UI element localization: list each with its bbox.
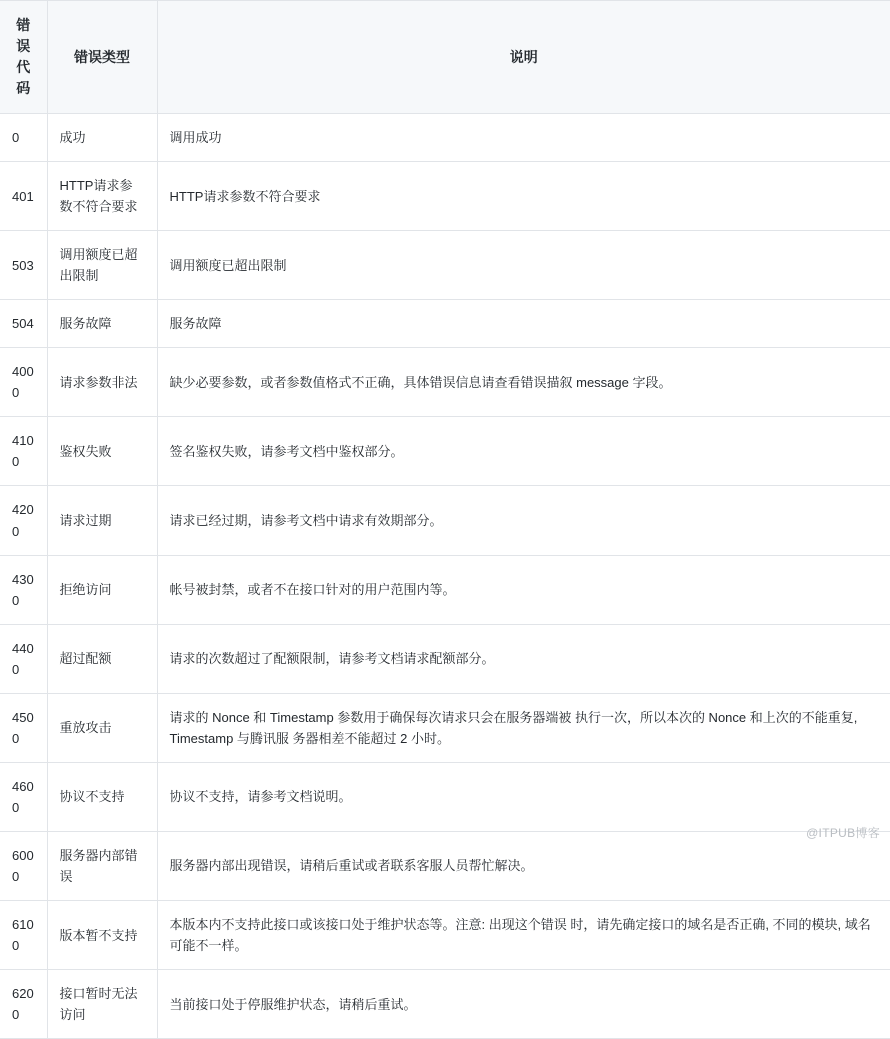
- table-row: [0, 831, 890, 900]
- column-header-code-line2: 代码: [16, 59, 31, 96]
- table-header: [0, 1, 890, 114]
- cell-error-code: 4000: [0, 348, 47, 417]
- cell-error-desc: 请求已经过期，请参考文档中请求有效期部分。: [157, 486, 890, 555]
- table-row: [0, 762, 890, 831]
- table-row: [0, 162, 890, 231]
- cell-error-type: 请求过期: [47, 486, 157, 555]
- cell-error-desc: 调用成功: [157, 114, 890, 162]
- cell-error-desc: 本版本内不支持此接口或该接口处于维护状态等。注意: 出现这个错误 时，请先确定接口的域名是否正确, 不同的模块, 域名可能不一样。: [157, 901, 890, 970]
- column-header-type: 错误类型: [47, 1, 157, 114]
- table-row: [0, 486, 890, 555]
- cell-error-type: 服务故障: [47, 300, 157, 348]
- cell-error-desc: 服务器内部出现错误，请稍后重试或者联系客服人员帮忙解决。: [157, 831, 890, 900]
- cell-error-code: 504: [0, 300, 47, 348]
- cell-error-desc: 签名鉴权失败，请参考文档中鉴权部分。: [157, 417, 890, 486]
- cell-error-type: 调用额度已超出限制: [47, 231, 157, 300]
- cell-error-code: 503: [0, 231, 47, 300]
- cell-error-code: 4500: [0, 693, 47, 762]
- cell-error-desc: 请求的 Nonce 和 Timestamp 参数用于确保每次请求只会在服务器端被 执行一次，所以本次的 Nonce 和上次的不能重复, Timestamp 与腾讯服 务器相差不能超过 2 小时。: [157, 693, 890, 762]
- table-row: [0, 348, 890, 417]
- cell-error-code: 6200: [0, 970, 47, 1039]
- table-row: [0, 231, 890, 300]
- cell-error-type: 版本暂不支持: [47, 901, 157, 970]
- cell-error-type: 拒绝访问: [47, 555, 157, 624]
- cell-error-type: 请求参数非法: [47, 348, 157, 417]
- watermark: @ITPUB博客: [806, 826, 880, 840]
- cell-error-desc: 帐号被封禁，或者不在接口针对的用户范围内等。: [157, 555, 890, 624]
- column-header-code-line1: 错误: [16, 17, 31, 54]
- cell-error-type: 鉴权失败: [47, 417, 157, 486]
- cell-error-type: 超过配额: [47, 624, 157, 693]
- table-body: [0, 114, 890, 1039]
- cell-error-code: 4100: [0, 417, 47, 486]
- cell-error-type: HTTP请求参数不符合要求: [47, 162, 157, 231]
- table-row: [0, 970, 890, 1039]
- cell-error-code: 401: [0, 162, 47, 231]
- cell-error-code: 4600: [0, 762, 47, 831]
- cell-error-type: 成功: [47, 114, 157, 162]
- table-row: [0, 901, 890, 970]
- cell-error-desc: 服务故障: [157, 300, 890, 348]
- cell-error-code: 6100: [0, 901, 47, 970]
- cell-error-code: 4400: [0, 624, 47, 693]
- cell-error-type: 接口暂时无法访问: [47, 970, 157, 1039]
- cell-error-desc: 请求的次数超过了配额限制，请参考文档请求配额部分。: [157, 624, 890, 693]
- cell-error-desc: 缺少必要参数，或者参数值格式不正确，具体错误信息请查看错误描叙 message 字段。: [157, 348, 890, 417]
- cell-error-desc: 协议不支持，请参考文档说明。: [157, 762, 890, 831]
- cell-error-desc: HTTP请求参数不符合要求: [157, 162, 890, 231]
- column-header-code: [0, 1, 47, 114]
- table-row: [0, 417, 890, 486]
- cell-error-code: 0: [0, 114, 47, 162]
- cell-error-code: 4200: [0, 486, 47, 555]
- column-header-desc: 说明: [157, 1, 890, 114]
- table-row: [0, 693, 890, 762]
- table-row: [0, 114, 890, 162]
- table-row: [0, 300, 890, 348]
- cell-error-code: 4300: [0, 555, 47, 624]
- cell-error-type: 重放攻击: [47, 693, 157, 762]
- cell-error-type: 协议不支持: [47, 762, 157, 831]
- cell-error-type: 服务器内部错误: [47, 831, 157, 900]
- table-header-row: [0, 1, 890, 114]
- cell-error-desc: 调用额度已超出限制: [157, 231, 890, 300]
- cell-error-code: 6000: [0, 831, 47, 900]
- cell-error-desc: 当前接口处于停服维护状态，请稍后重试。: [157, 970, 890, 1039]
- table-row: [0, 555, 890, 624]
- table-row: [0, 624, 890, 693]
